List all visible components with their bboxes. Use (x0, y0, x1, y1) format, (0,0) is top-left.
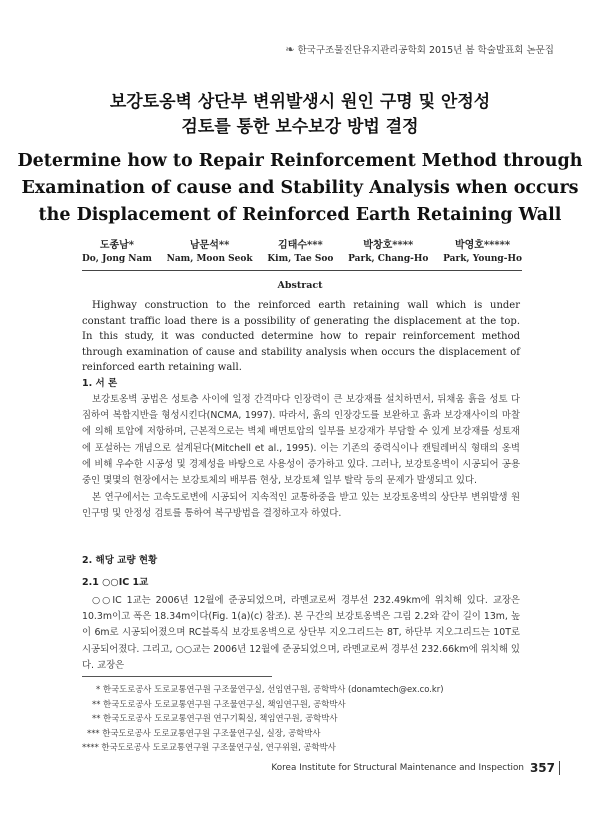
subsection-heading-ic1: 2.1 ○○IC 1교 (82, 577, 149, 588)
author (82, 236, 152, 264)
author-name-ko: 도종남* (99, 240, 135, 251)
divider (82, 270, 522, 271)
ic1-paragraph: ○○IC 1교는 2006년 12월에 준공되었으며, 라멘교로써 경부선 232.49km에 위치해 있다. 교장은 10.3m이고 폭은 18.34m이다(Fig. 1(a)(c) 참조). 본 구간의 보강토옹벽은 그림 2.2와 같이 길이 13m, 높이 6m로 시공되어졌으며 RC블록식 보강토옹벽으로 상단부 지오그리드는 8T, 하단부 지오그리드는 10T로 시공되어졌다. 그리고, ○○교는 2006년 12월에 준공되었으며, 라멘교로써 경부선 232.66km에 위치해 있다. 교장은 (82, 595, 520, 671)
footnote: * 한국도로공사 도로교통연구원 구조물연구실, 선임연구원, 공학박사 (donamtech@ex.co.kr) (96, 684, 444, 694)
author-name-en: Park, Young-Ho (443, 254, 522, 264)
author-name-ko: 김태수*** (278, 240, 323, 251)
author-name-ko: 박영호***** (454, 240, 511, 251)
author (267, 236, 333, 264)
page-footer (271, 761, 560, 775)
abstract-heading: Abstract (277, 280, 323, 291)
author-name-ko: 박창호**** (363, 240, 414, 251)
author-name-ko: 남문석** (189, 240, 230, 251)
korean-title-line-1: 보강토옹벽 상단부 변위발생시 원인 구명 및 안정성 (109, 92, 491, 112)
intro-paragraph-2: 본 연구에서는 고속도로변에 시공되어 지속적인 교통하중을 받고 있는 보강토옹벽의 상단부 변위발생 원인구명 및 안정성 검토를 통하여 복구방법을 결정하고자 하였다. (82, 492, 520, 520)
section-heading-introduction: 1. 서 론 (82, 378, 118, 389)
korean-title-line-2: 검토를 통한 보수보강 방법 결정 (181, 117, 419, 137)
footnote: *** 한국도로공사 도로교통연구원 구조물연구실, 실장, 공학박사 (87, 727, 321, 738)
abstract-text: Highway construction to the reinforced earth retaining wall which is under constant traffic load there is a possibility of generating the displacement at the top. In this study, it was conducted determine how to repair reinforcement method through examination of cause and stability analysis when occurs the displacement of reinforced earth retaining wall. (82, 300, 520, 373)
footnote-divider (82, 676, 272, 677)
journal-name: 한국구조물진단유지관리공학회 2015년 봄 학술발표회 논문집 (297, 45, 554, 56)
footer-divider (559, 761, 560, 775)
author-name-en: Do, Jong Nam (82, 254, 152, 264)
english-title-line-1: Determine how to Repair Reinforcement Method through (17, 151, 583, 171)
author-name-en: Park, Chang-Ho (348, 254, 429, 264)
footnote: **** 한국도로공사 도로교통연구원 구조물연구실, 연구위원, 공학박사 (82, 742, 336, 753)
section-heading-bridge-status: 2. 해당 교량 현황 (82, 555, 158, 566)
english-title-line-2: Examination of cause and Stability Analysis when occurs (21, 178, 579, 198)
footnote: ** 한국도로공사 도로교통연구원 연구기획실, 책임연구원, 공학박사 (92, 713, 338, 724)
author-name-en: Nam, Moon Seok (166, 254, 253, 264)
footnotes (82, 682, 522, 755)
book-icon: ❧ (285, 42, 295, 56)
intro-paragraph-1: 보강토옹벽 공법은 성토층 사이에 일정 간격마다 인장력이 큰 보강재를 설치하면서, 뒤채움 흙을 성토 다짐하여 복합지반을 형성시킨다(NCMA, 1997). 따라서, 흙의 인장강도를 보완하고 흙과 보강재사이의 마찰에 의해 토압에 저항하며, 근본적으로는 벽체 배면토압의 일부를 보강재가 부담할 수 있게 보강재를 성토재에 포설하는 개념으로 설계된다(Mitchell et al., 1995). 이는 기존의 중력식이나 캔틸레버식 형태의 옹벽에 비해 우수한 시공성 및 경제성을 바탕으로 사용성이 증가하고 있다. 그러나, 보강토옹벽이 시공되어 공용중인 몇몇의 현장에서는 보강토체의 배부름 현상, 보강토체 일부 탈락 등의 문제가 발생되고 있다. (82, 394, 520, 487)
running-header (285, 42, 554, 56)
english-title-line-3: the Displacement of Reinforced Earth Retaining Wall (38, 205, 562, 225)
author (348, 236, 428, 264)
footnote: ** 한국도로공사 도로교통연구원 구조물연구실, 책임연구원, 공학박사 (92, 698, 346, 709)
english-title (0, 148, 600, 229)
footer-organization: Korea Institute for Structural Maintenance and Inspection (271, 763, 524, 773)
author (167, 236, 253, 264)
author-name-en: Kim, Tae Soo (267, 254, 334, 264)
author (443, 236, 522, 264)
page-number: 357 (529, 761, 555, 775)
author-list (82, 236, 522, 264)
korean-title (0, 90, 600, 140)
